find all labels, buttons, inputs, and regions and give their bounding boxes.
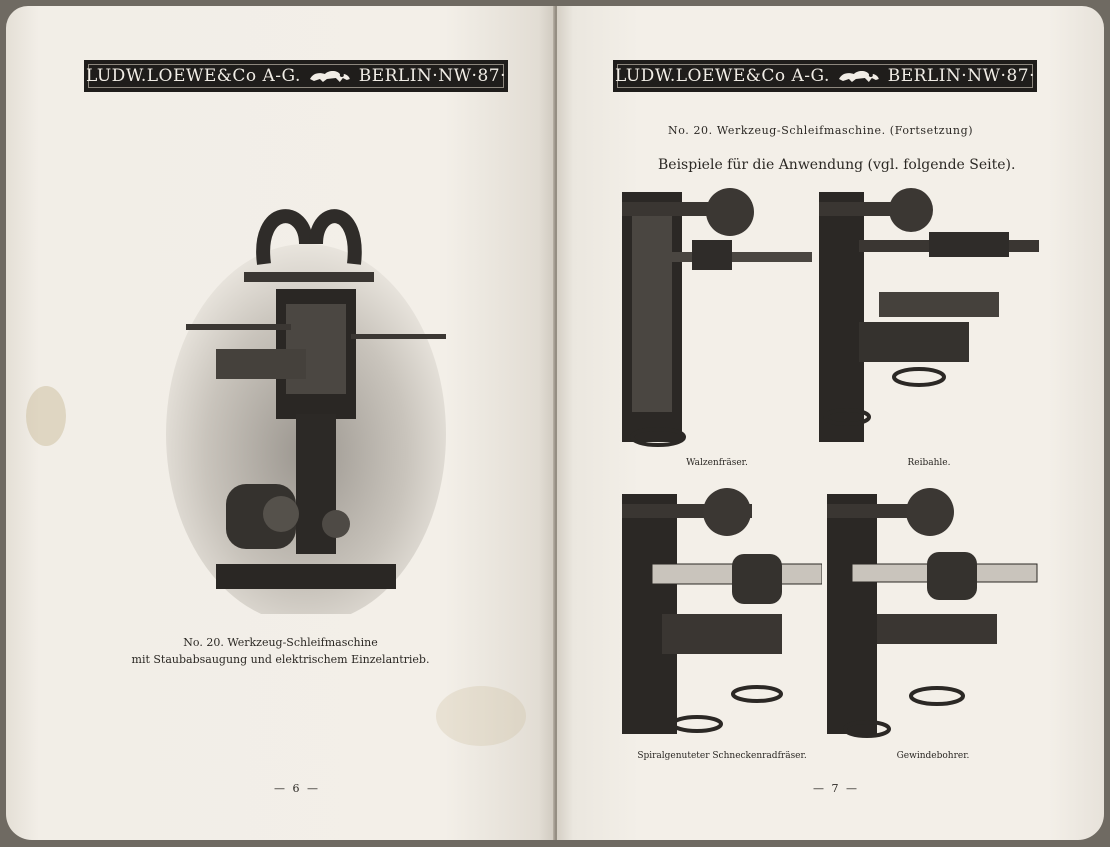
banner-right-text: BERLIN·NW·87· [358, 66, 506, 86]
section-subheading: Beispiele für die Anwendung (vgl. folgende Seite). [658, 157, 1016, 173]
figure-label-walzenfraeser: Walzenfräser. [686, 458, 748, 468]
banner-left-text: LUDW.LOEWE&Co A-G. [86, 66, 301, 86]
banner-left-text: LUDW.LOEWE&Co A-G. [615, 66, 830, 86]
lion-icon [836, 67, 882, 85]
figure-label-gewindebohrer: Gewindebohrer. [896, 751, 970, 761]
left-page [6, 6, 555, 840]
paper-stain [436, 686, 526, 746]
figure-label-schneckenradfraeser: Spiralgenuteter Schneckenradfräser. [637, 751, 807, 761]
section-heading: No. 20. Werkzeug-Schleifmaschine. (Fortsetzung) [668, 124, 974, 137]
lion-icon [307, 67, 353, 85]
header-banner [84, 60, 508, 92]
page-number: — 7 — [813, 782, 859, 795]
caption-line-2: mit Staubabsaugung und elektrischem Einzelantrieb. [131, 653, 430, 666]
machine-illustration [156, 184, 446, 614]
figure-caption [6, 634, 555, 668]
banner-right-text: BERLIN·NW·87· [887, 66, 1035, 86]
figure-walzenfraeser [622, 182, 812, 454]
figure-label-reibahle: Reibahle. [907, 458, 951, 468]
figure-schneckenradfraeser [622, 484, 822, 746]
caption-line-1: No. 20. Werkzeug-Schleifmaschine [183, 636, 378, 649]
right-page [557, 6, 1104, 840]
paper-stain [26, 386, 66, 446]
figure-reibahle [819, 182, 1039, 454]
figure-gewindebohrer [827, 484, 1039, 746]
header-banner [613, 60, 1037, 92]
page-number: — 6 — [274, 782, 320, 795]
